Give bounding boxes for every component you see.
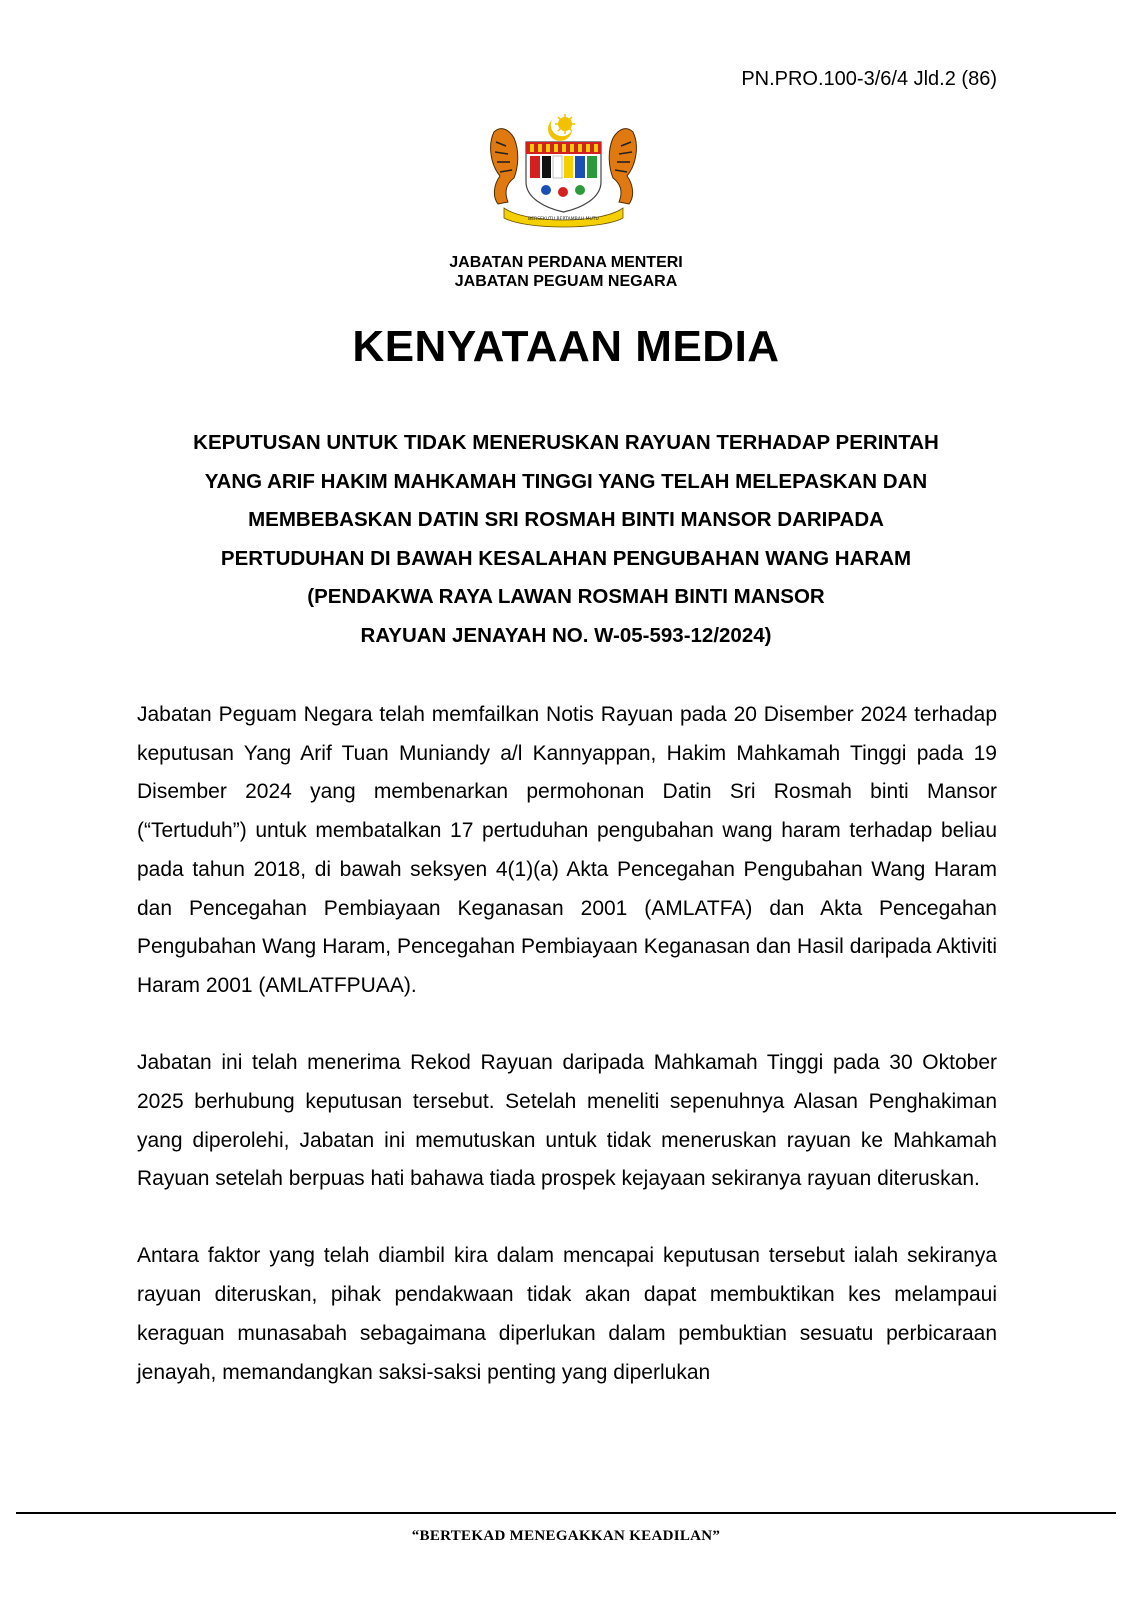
- paragraph-3: Antara faktor yang telah diambil kira dalam mencapai keputusan tersebut ialah sekiranya rayuan diteruskan, pihak pendakwaan tidak akan dapat membuktikan kes melampaui keraguan munasabah sebagaimana diperlukan dalam pembuktian sesuatu perbicaraan jenayah, memandangkan saksi-saksi penting yang diperlukan: [137, 1244, 997, 1384]
- agency-line-2: JABATAN PEGUAM NEGARA: [454, 273, 678, 290]
- reference-number: PN.PRO.100-3/6/4 Jld.2 (86): [741, 68, 997, 90]
- agency-heading: [0, 253, 1132, 291]
- paragraph-1: Jabatan Peguam Negara telah memfailkan Notis Rayuan pada 20 Disember 2024 terhadap keputusan Yang Arif Tuan Muniandy a/l Kannyappan, Hakim Mahkamah Tinggi pada 19 Disember 2024 yang membenarkan permohonan Datin Sri Rosmah binti Mansor (“Tertuduh”) untuk membatalkan 17 pertuduhan pengubahan wang haram terhadap beliau pada tahun 2018, di bawah seksyen 4(1)(a) Akta Pencegahan Pengubahan Wang Haram dan Pencegahan Pembiayaan Keganasan 2001 (AMLATFA) dan Akta Pencegahan Pengubahan Wang Haram, Pencegahan Pembiayaan Keganasan dan Hasil daripada Aktiviti Haram 2001 (AMLATFPUAA).: [137, 703, 997, 997]
- page-title: KENYATAAN MEDIA: [352, 322, 780, 371]
- statement-body: [137, 696, 997, 1431]
- subject-line-4: PERTUDUHAN DI BAWAH KESALAHAN PENGUBAHAN WANG HARAM: [220, 546, 912, 570]
- malaysia-coat-of-arms-icon: [486, 112, 641, 230]
- subject-heading: [110, 424, 1022, 655]
- subject-line-3: MEMBEBASKAN DATIN SRI ROSMAH BINTI MANSOR DARIPADA: [248, 508, 884, 531]
- paragraph-2: Jabatan ini telah menerima Rekod Rayuan daripada Mahkamah Tinggi pada 30 Oktober 2025 berhubung keputusan tersebut. Setelah meneliti sepenuhnya Alasan Penghakiman yang diperolehi, Jabatan ini memutuskan untuk tidak meneruskan rayuan ke Mahkamah Rayuan setelah berpuas hati bahawa tiada prospek kejayaan sekiranya rayuan diteruskan.: [137, 1051, 997, 1191]
- subject-line-6: RAYUAN JENAYAH NO. W-05-593-12/2024): [360, 623, 772, 647]
- crest-motto-text: BERSEKUTU BERTAMBAH MUTU: [528, 217, 599, 222]
- subject-line-5: (PENDAKWA RAYA LAWAN ROSMAH BINTI MANSOR: [307, 585, 825, 608]
- subject-line-2: YANG ARIF HAKIM MAHKAMAH TINGGI YANG TELAH MELEPASKAN DAN: [204, 469, 928, 493]
- agency-line-1: JABATAN PERDANA MENTERI: [449, 254, 683, 271]
- footer-divider: [16, 1512, 1116, 1514]
- footer-motto: “BERTEKAD MENEGAKKAN KEADILAN”: [411, 1528, 721, 1544]
- subject-line-1: KEPUTUSAN UNTUK TIDAK MENERUSKAN RAYUAN TERHADAP PERINTAH: [193, 431, 939, 454]
